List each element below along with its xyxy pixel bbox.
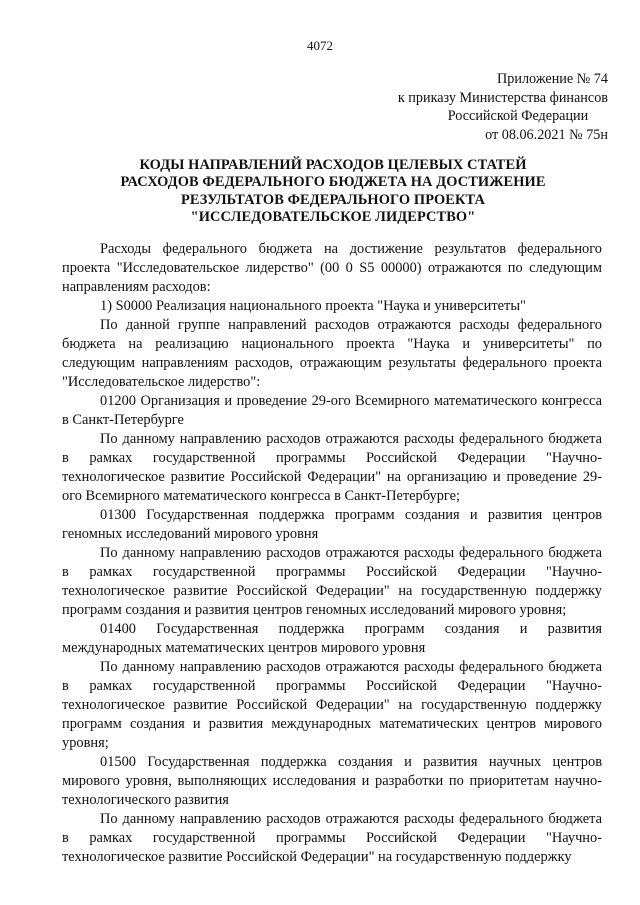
group-description: По данной группе направлений расходов отражаются расходы федерального бюджета на реализацию национального проекта "Наука и университеты" по следующим направлениям расходов, отражающим результаты федерального проекта "Исследовательское лидерство": [62,317,602,390]
page-number: 4072 [307,38,333,53]
code-description-01500: По данному направлению расходов отражаются расходы федерального бюджета в рамках государственной программы Российской Федерации "Научно-технологическое развитие Российской Федерации" на государственную поддержку [62,811,602,865]
code-description-01400: По данному направлению расходов отражаются расходы федерального бюджета в рамках государственной программы Российской Федерации "Научно-технологическое развитие Российской Федерации" на государственную поддержку программ создания и развития международных математических центров мирового уровня; [62,659,602,751]
appendix-title: Приложение № 74 [497,71,608,87]
title-line: РЕЗУЛЬТАТОВ ФЕДЕРАЛЬНОГО ПРОЕКТА [180,191,486,208]
appendix-date-number: от 08.06.2021 № 75н [485,126,608,143]
document-body [62,240,602,867]
code-description-01300: По данному направлению расходов отражаются расходы федерального бюджета в рамках государственной программы Российской Федерации "Научно-технологическое развитие Российской Федерации" на государственную поддержку программ создания и развития центров геномных исследований мирового уровня; [62,545,602,618]
code-heading-01500: 01500 Государственная поддержка создания и развития научных центров мирового уровня, выполняющих исследования и разработки по приоритетам научно-технологического развития [62,754,602,808]
appendix-order-ref: к приказу Министерства финансов [397,89,608,106]
appendix-ministry: Российской Федерации [447,108,589,124]
title-line: КОДЫ НАПРАВЛЕНИЙ РАСХОДОВ ЦЕЛЕВЫХ СТАТЕЙ [139,157,527,173]
appendix-block [348,70,608,144]
intro-paragraph: Расходы федерального бюджета на достижение результатов федерального проекта "Исследовательское лидерство" (00 0 S5 00000) отражаются по следующим направлениям расходов: [62,241,602,295]
group-heading-s0000: 1) S0000 Реализация национального проекта "Наука и университеты" [100,298,526,314]
code-heading-01300: 01300 Государственная поддержка программ создания и развития центров геномных исследований мирового уровня [62,507,602,542]
code-heading-01200: 01200 Организация и проведение 29-ого Всемирного математического конгресса в Санкт-Петербурге [62,393,602,428]
title-line: РАСХОДОВ ФЕДЕРАЛЬНОГО БЮДЖЕТА НА ДОСТИЖЕНИЕ [120,174,546,191]
document-title [80,157,586,227]
title-line: "ИССЛЕДОВАТЕЛЬСКОЕ ЛИДЕРСТВО" [190,209,476,226]
code-description-01200: По данному направлению расходов отражаются расходы федерального бюджета в рамках государственной программы Российской Федерации "Научно-технологическое развитие Российской Федерации" на организацию и проведение 29-ого Всемирного математического конгресса в Санкт-Петербурге; [62,431,602,504]
code-heading-01400: 01400 Государственная поддержка программ создания и развития международных математических центров мирового уровня [62,621,602,656]
